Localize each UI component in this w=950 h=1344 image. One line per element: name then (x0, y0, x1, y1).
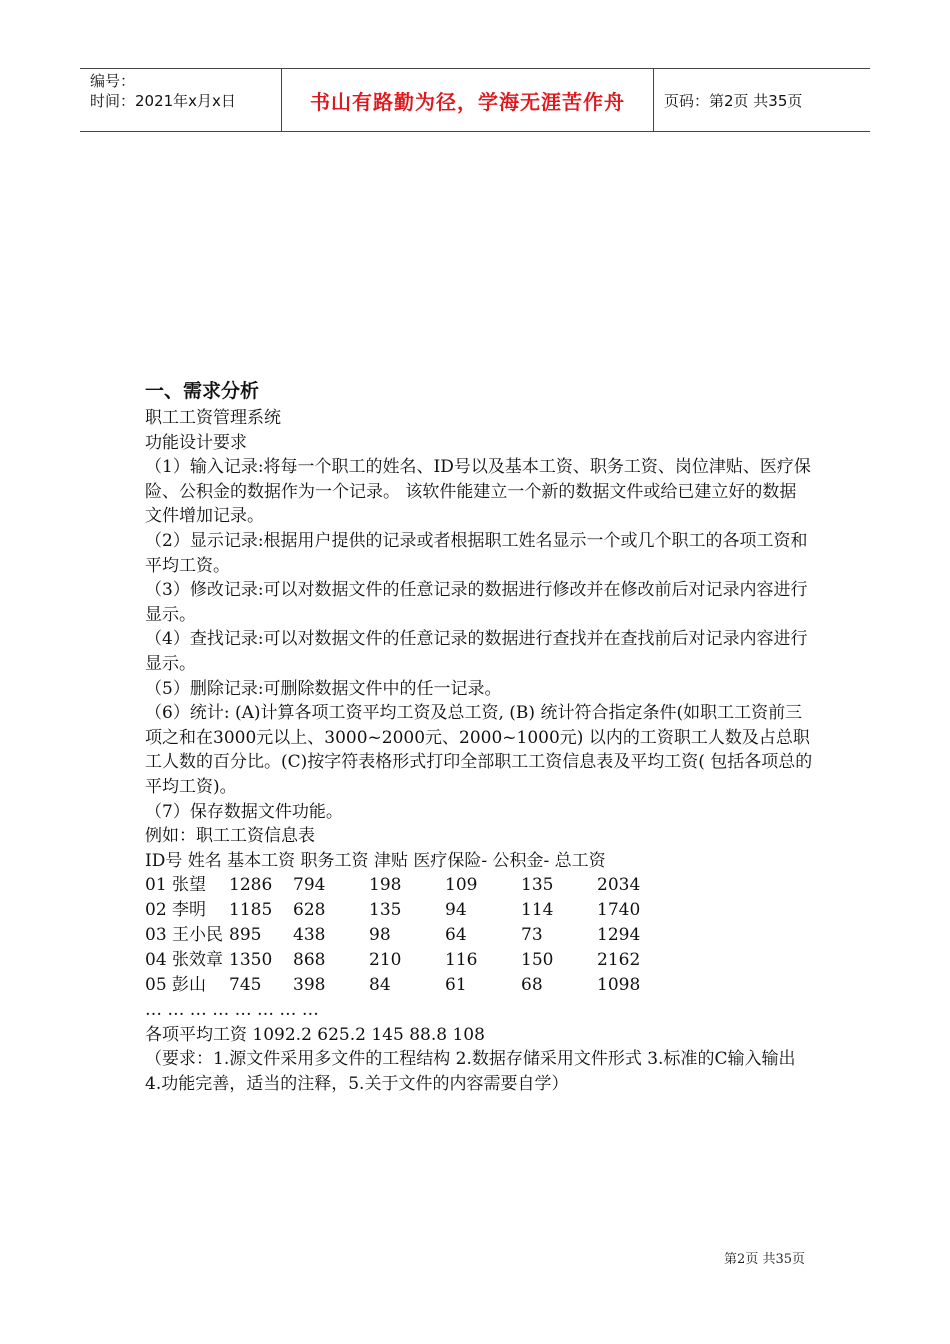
cell-medical: 116 (445, 950, 478, 971)
cell-basic: 1286 (229, 875, 273, 896)
motto: 书山有路勤为径，学海无涯苦作舟 (310, 89, 625, 114)
cell-duty: 868 (293, 950, 326, 971)
cell-allowance: 84 (369, 975, 391, 996)
cell-total: 1740 (597, 900, 641, 921)
table-row (145, 948, 657, 973)
cell-basic: 745 (229, 975, 262, 996)
cell-name: 01 张望 (145, 875, 207, 896)
cell-total: 1098 (597, 975, 641, 996)
cell-fund: 114 (521, 900, 554, 921)
document-body (145, 376, 813, 1097)
header-meta (80, 69, 282, 131)
cell-medical: 64 (445, 925, 467, 946)
cell-fund: 68 (521, 975, 543, 996)
requirement-6: （6）统计: (A)计算各项工资平均工资及总工资, (B) 统计符合指定条件(如职工工资前三项之和在3000元以上、3000~2000元、2000~1000元) 以内的工资职工人数及占总职工人数的百分比。(C)按字符表格形式打印全部职工工资信息表及平均工资( 包括各项总的平均工资)。 (145, 703, 813, 797)
cell-name: 05 彭山 (145, 975, 207, 996)
table-row (145, 973, 657, 998)
table-row (145, 923, 657, 948)
cell-duty: 794 (293, 875, 326, 896)
page-footer: 第2页 共35页 (724, 1252, 805, 1267)
cell-fund: 135 (521, 875, 554, 896)
header-motto-cell (282, 69, 654, 131)
page-label: 页码：第2页 共35页 (664, 91, 803, 110)
cell-total: 1294 (597, 925, 641, 946)
table-row (145, 898, 657, 923)
cell-allowance: 98 (369, 925, 391, 946)
cell-name: 02 李明 (145, 900, 207, 921)
cell-basic: 895 (229, 925, 262, 946)
cell-medical: 109 (445, 875, 478, 896)
requirement-4: （4）查找记录:可以对数据文件的任意记录的数据进行查找并在查找前后对记录内容进行显示。 (145, 629, 808, 674)
number-label: 编号： (90, 72, 136, 90)
requirement-2: （2）显示记录:根据用户提供的记录或者根据职工姓名显示一个或几个职工的各项工资和平均工资。 (145, 530, 808, 576)
header-page-cell (654, 69, 870, 131)
example-title: 例如：职工工资信息表 (145, 826, 315, 847)
time-label: 时间：2021年x月x日 (90, 92, 236, 110)
salary-table (145, 873, 657, 998)
requirement-1: （1）输入记录:将每一个职工的姓名、ID号以及基本工资、职务工资、岗位津贴、医疗保险、公积金的数据作为一个记录。 该软件能建立一个新的数据文件或给已建立好的数据文件增加记录。 (145, 457, 811, 527)
cell-allowance: 135 (369, 900, 402, 921)
cell-allowance: 210 (369, 950, 402, 971)
project-requirements: （要求：1.源文件采用多文件的工程结构 2.数据存储采用文件形式 3.标准的C输入输出 4.功能完善，适当的注释，5.关于文件的内容需要自学） (145, 1049, 796, 1095)
cell-basic: 1350 (229, 950, 273, 971)
cell-fund: 150 (521, 950, 554, 971)
cell-name: 04 张效章 (145, 950, 224, 971)
table-ellipsis: … … … … … … … … (145, 1000, 319, 1021)
requirement-5: （5）删除记录:可删除数据文件中的任一记录。 (145, 678, 502, 699)
table-header: ID号 姓名 基本工资 职务工资 津贴 医疗保险- 公积金- 总工资 (145, 850, 606, 871)
table-row (145, 873, 657, 898)
cell-total: 2162 (597, 950, 641, 971)
cell-total: 2034 (597, 875, 641, 896)
cell-name: 03 王小民 (145, 925, 224, 946)
cell-duty: 438 (293, 925, 326, 946)
cell-fund: 73 (521, 925, 543, 946)
requirement-7: （7）保存数据文件功能。 (145, 801, 343, 822)
cell-allowance: 198 (369, 875, 402, 896)
average-salary-line: 各项平均工资 1092.2 625.2 145 88.8 108 (145, 1024, 485, 1045)
cell-medical: 61 (445, 975, 467, 996)
requirement-3: （3）修改记录:可以对数据文件的任意记录的数据进行修改并在修改前后对记录内容进行显示。 (145, 580, 808, 625)
section-title: 一、需求分析 (145, 380, 260, 402)
cell-duty: 398 (293, 975, 326, 996)
cell-basic: 1185 (229, 900, 273, 921)
cell-medical: 94 (445, 900, 467, 921)
function-title: 功能设计要求 (145, 432, 247, 453)
system-name: 职工工资管理系统 (145, 408, 281, 428)
cell-duty: 628 (293, 900, 326, 921)
page-header (80, 68, 870, 132)
